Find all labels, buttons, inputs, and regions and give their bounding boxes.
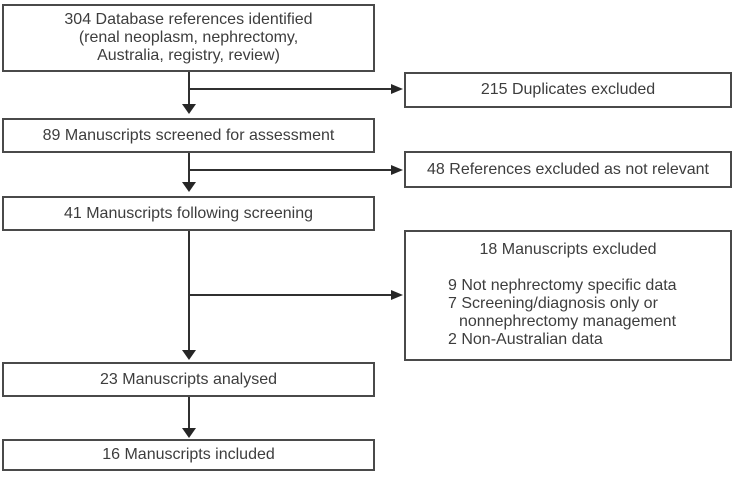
arrow-right-icon: [391, 84, 403, 94]
box-text-line: 48 References excluded as not relevant: [427, 160, 709, 178]
arrow-down-icon: [182, 104, 196, 114]
box-manuscripts-excluded: [404, 230, 732, 361]
arrow-right-icon: [391, 165, 403, 175]
box-text-line: 41 Manuscripts following screening: [63, 204, 313, 222]
connector-line: [188, 397, 190, 428]
arrow-right-icon: [391, 290, 403, 300]
excluded-box-items: [448, 277, 722, 349]
box-references-excluded-not-relevant: [404, 151, 732, 188]
connector-line: [188, 231, 190, 350]
box-manuscripts-screened: [2, 118, 375, 153]
box-text-line: 23 Manuscripts analysed: [100, 370, 277, 388]
connector-line: [188, 153, 190, 182]
excluded-item: 9 Not nephrectomy specific data: [448, 277, 677, 294]
connector-line: [188, 169, 392, 171]
connector-line: [188, 88, 392, 90]
box-duplicates-excluded: [404, 72, 732, 108]
box-manuscripts-included: [2, 439, 375, 471]
box-text-line: 304 Database references identified: [64, 11, 313, 28]
arrow-down-icon: [182, 428, 196, 438]
excluded-item: 2 Non-Australian data: [448, 331, 603, 348]
box-database-references-identified: [2, 4, 375, 72]
box-text-line: 89 Manuscripts screened for assessment: [42, 126, 335, 144]
connector-line: [188, 294, 392, 296]
arrow-down-icon: [182, 182, 196, 192]
box-text-line: Australia, registry, review): [97, 47, 280, 64]
excluded-item-continuation: nonnephrectomy management: [459, 313, 677, 330]
box-manuscripts-following-screening: [2, 196, 375, 231]
box-text-line: 16 Manuscripts included: [102, 446, 275, 463]
excluded-item: 7 Screening/diagnosis only or: [448, 295, 658, 312]
excluded-box-title: 18 Manuscripts excluded: [479, 241, 657, 258]
box-text-line: (renal neoplasm, nephrectomy,: [78, 29, 299, 46]
box-text-line: 215 Duplicates excluded: [480, 81, 656, 98]
box-manuscripts-analysed: [2, 362, 375, 397]
arrow-down-icon: [182, 350, 196, 360]
